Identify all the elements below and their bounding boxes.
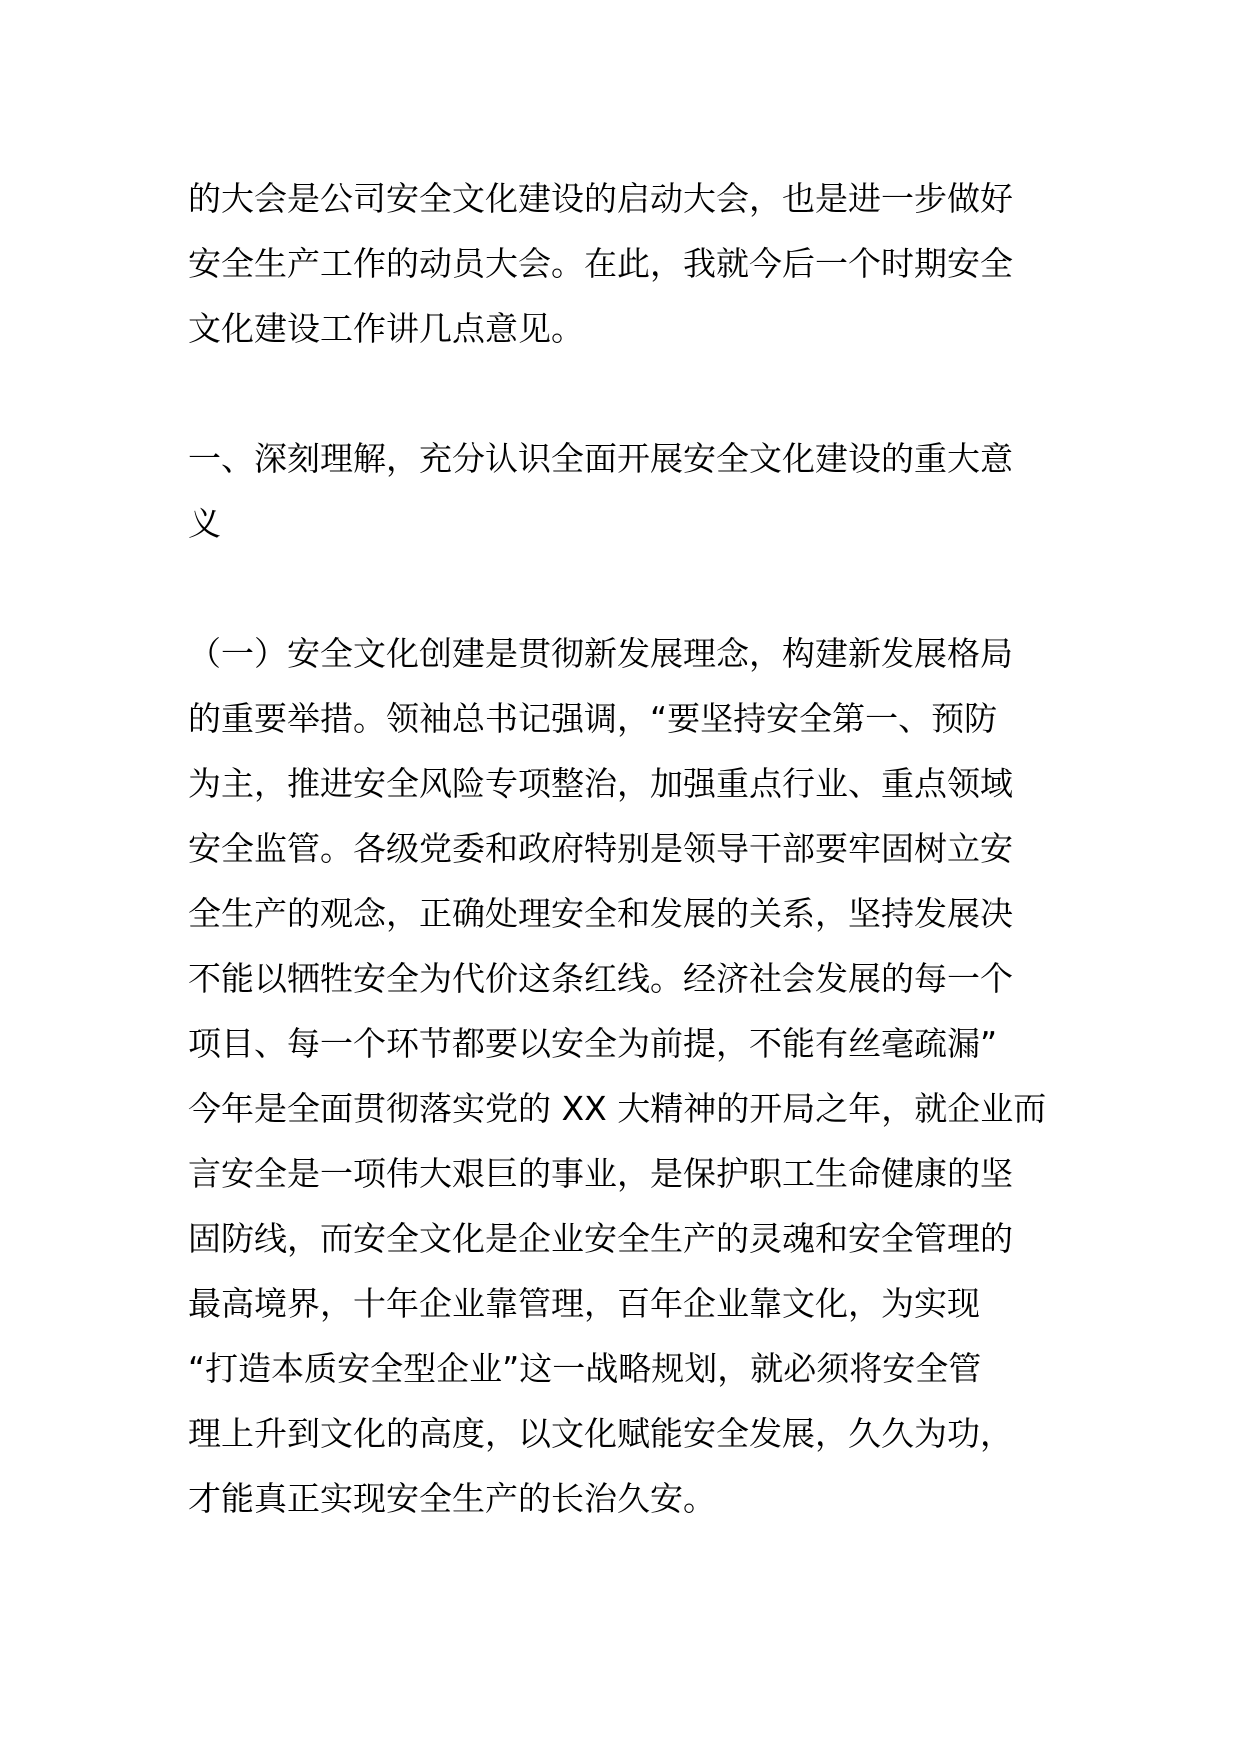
text-line: 理上升到文化的高度，以文化赋能安全发展，久久为功， <box>188 1414 1013 1453</box>
heading-line: 义 <box>188 504 221 543</box>
text-line: 安全生产工作的动员大会。在此，我就今后一个时期安全 <box>188 244 1013 283</box>
text-line: 项目、每一个环节都要以安全为前提，不能有丝毫疏漏” <box>188 1024 998 1063</box>
paragraph-spacer <box>188 361 1054 426</box>
subsection-paragraph <box>188 621 1054 1531</box>
text-line: “打造本质安全型企业”这一战略规划，就必须将安全管 <box>188 1349 982 1388</box>
heading-line: 一、深刻理解，充分认识全面开展安全文化建设的重大意 <box>188 439 1013 478</box>
text-line: 安全监管。各级党委和政府特别是领导干部要牢固树立安 <box>188 829 1013 868</box>
text-line: 的大会是公司安全文化建设的启动大会，也是进一步做好 <box>188 179 1013 218</box>
text-line: 为主，推进安全风险专项整治，加强重点行业、重点领域 <box>188 764 1013 803</box>
paragraph-spacer <box>188 556 1054 621</box>
text-line: 言安全是一项伟大艰巨的事业，是保护职工生命健康的坚 <box>188 1154 1013 1193</box>
intro-paragraph <box>188 166 1054 361</box>
document-body <box>188 166 1054 1531</box>
text-line: 才能真正实现安全生产的长治久安。 <box>188 1479 716 1518</box>
text-line: 不能以牺牲安全为代价这条红线。经济社会发展的每一个 <box>188 959 1013 998</box>
section-heading <box>188 426 1054 556</box>
text-line: 今年是全面贯彻落实党的 XX 大精神的开局之年，就企业而 <box>188 1089 1047 1128</box>
text-line: 全生产的观念，正确处理安全和发展的关系，坚持发展决 <box>188 894 1013 933</box>
text-line: 的重要举措。领袖总书记强调，“要坚持安全第一、预防 <box>188 699 998 738</box>
text-line: 文化建设工作讲几点意见。 <box>188 309 584 348</box>
text-line: 最高境界，十年企业靠管理，百年企业靠文化，为实现 <box>188 1284 980 1323</box>
text-line: （一）安全文化创建是贯彻新发展理念，构建新发展格局 <box>188 634 1013 673</box>
text-line: 固防线，而安全文化是企业安全生产的灵魂和安全管理的 <box>188 1219 1013 1258</box>
